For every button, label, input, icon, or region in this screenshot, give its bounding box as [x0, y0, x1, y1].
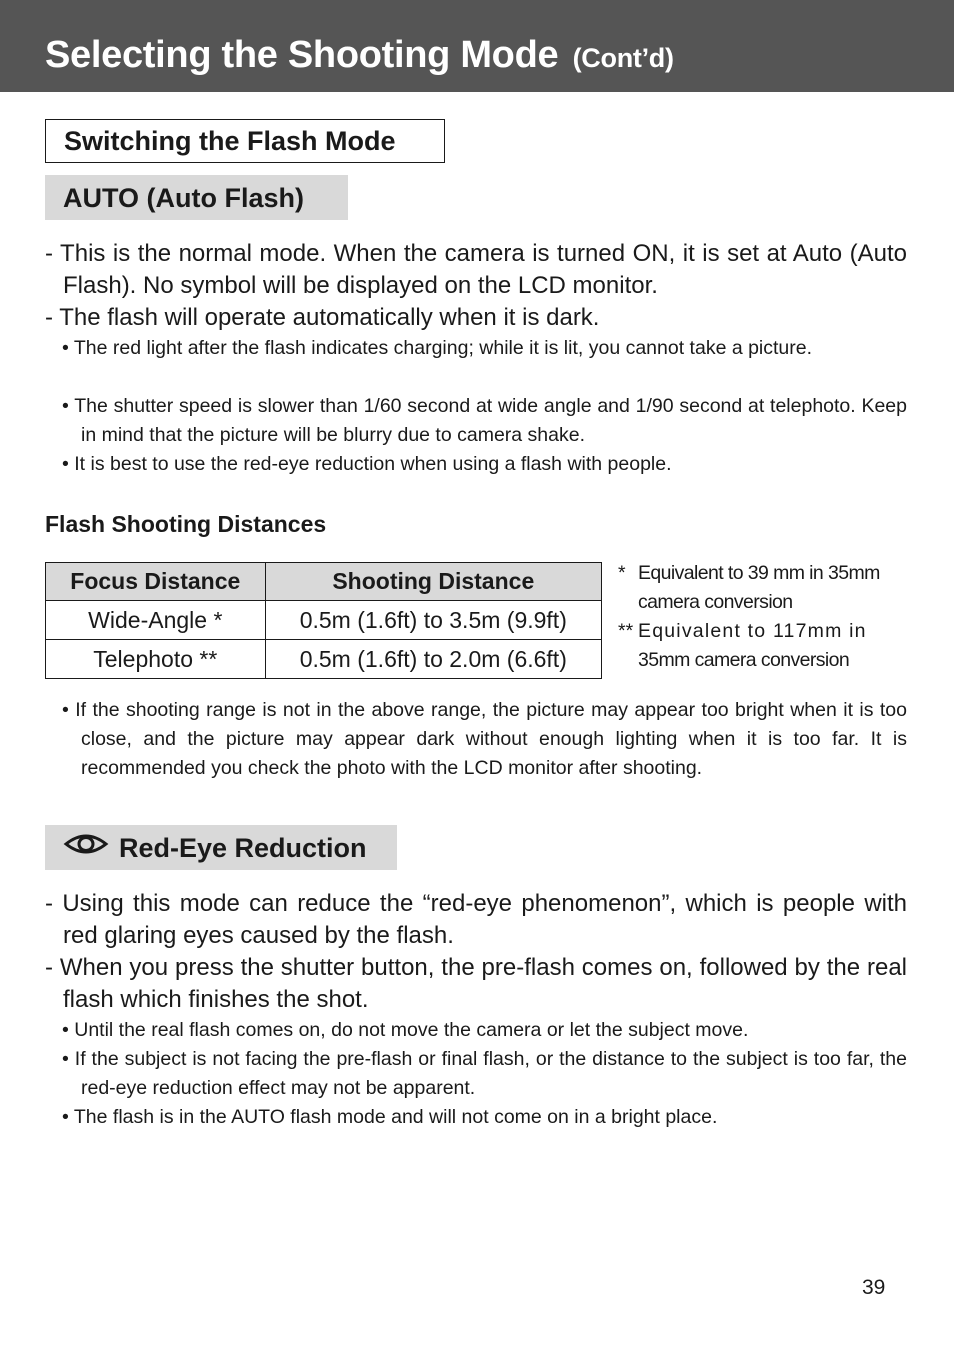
page-title-main: Selecting the Shooting Mode [45, 34, 559, 76]
page-title-suffix: (Cont’d) [572, 43, 674, 73]
footnote-wide [618, 559, 908, 617]
table-row [46, 640, 602, 679]
auto-flash-heading-text: AUTO (Auto Flash) [63, 183, 304, 213]
footnote-text: Equivalent to 117mm in [638, 620, 867, 642]
table-row [46, 601, 602, 640]
redeye-bullet-1: • Until the real flash comes on, do not move the camera or let the subject move. [62, 1019, 749, 1041]
column-header: Shooting Distance [265, 563, 601, 601]
auto-bullet-3: • It is best to use the red-eye reduction when using a flash with people. [62, 453, 672, 475]
redeye-bullet-3: • The flash is in the AUTO flash mode and will not come on in a bright place. [62, 1106, 718, 1128]
auto-bullet-2: • The shutter speed is slower than 1/60 second at wide angle and 1/90 second at telephoto. Keep in mind that the picture will be blurry due to camera shake. [62, 395, 907, 446]
footnote-text-cont: camera conversion [638, 591, 793, 613]
footnote-mark: * [618, 562, 626, 584]
footnote-mark: ** [618, 620, 634, 642]
distances-heading: Flash Shooting Distances [45, 511, 327, 537]
footnote-text-cont: 35mm camera conversion [638, 649, 850, 671]
auto-flash-heading [45, 175, 348, 220]
auto-para-2: - The flash will operate automatically when it is dark. [45, 304, 600, 331]
distance-table [45, 562, 602, 679]
footnote-tele [618, 617, 908, 675]
distance-bullet: • If the shooting range is not in the above range, the picture may appear too bright when it is too close, and the picture may appear dark without enough lighting when it is too far. It is recommended you check the photo with the LCD monitor after shooting. [62, 699, 907, 779]
redeye-heading [45, 825, 397, 870]
page-number: 39 [862, 1276, 886, 1299]
page-title [45, 34, 674, 77]
section-title: Switching the Flash Mode [45, 119, 445, 163]
footnote-text: Equivalent to 39 mm in 35mm [638, 562, 880, 584]
redeye-bullet-2: • If the subject is not facing the pre-flash or final flash, or the distance to the subject is too far, the red-eye reduction effect may not be apparent. [62, 1048, 907, 1099]
table-cell: Telephoto ** [46, 640, 266, 679]
redeye-para-1: - Using this mode can reduce the “red-eye phenomenon”, which is people with red glaring eyes caused by the flash. [45, 890, 907, 949]
auto-para-1: - This is the normal mode. When the camera is turned ON, it is set at Auto (Auto Flash). No symbol will be displayed on the LCD monitor. [45, 240, 907, 299]
redeye-para-2: - When you press the shutter button, the pre-flash comes on, followed by the real flash which finishes the shot. [45, 954, 907, 1013]
auto-bullet-1: • The red light after the flash indicates charging; while it is lit, you cannot take a picture. [62, 337, 813, 359]
column-header: Focus Distance [46, 563, 266, 601]
table-cell: 0.5m (1.6ft) to 2.0m (6.6ft) [265, 640, 601, 679]
table-header-row [46, 563, 602, 601]
page-header [0, 0, 954, 92]
redeye-heading-text: Red-Eye Reduction [119, 833, 367, 863]
eye-icon [63, 824, 109, 871]
table-cell: 0.5m (1.6ft) to 3.5m (9.9ft) [265, 601, 601, 640]
table-cell: Wide-Angle * [46, 601, 266, 640]
